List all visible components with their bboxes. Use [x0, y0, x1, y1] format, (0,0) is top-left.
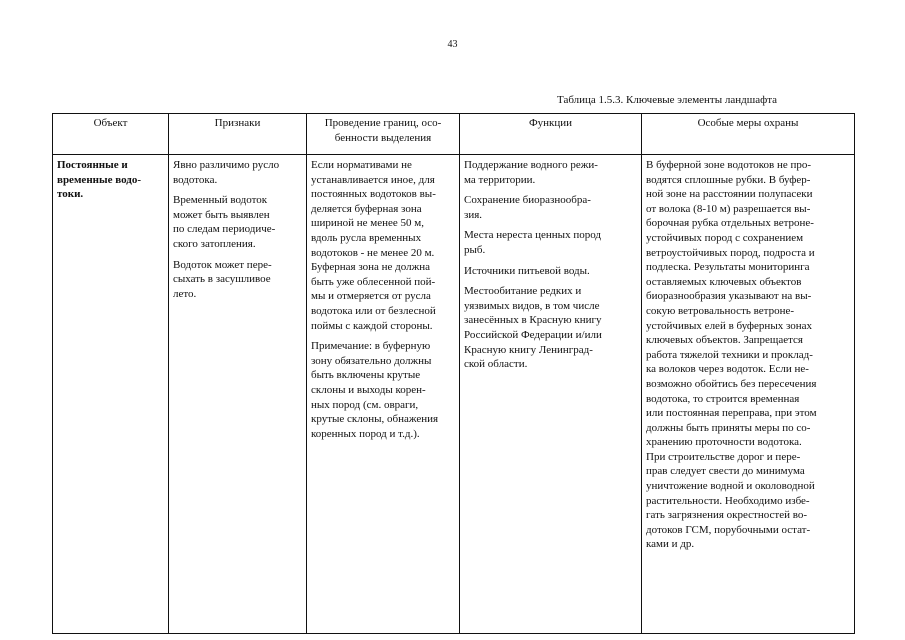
functions-paragraph: Поддержание водного режи- ма территории. — [464, 159, 598, 186]
header-boundaries-text: Проведение границ, осо- бенности выделения — [324, 117, 442, 144]
functions-paragraph: Места нереста ценных пород рыб. — [464, 229, 601, 256]
signs-paragraph: Временный водоток может быть выявлен по следам периодиче- ского затопления. — [173, 194, 276, 250]
cell-object — [53, 155, 169, 634]
cell-functions — [460, 155, 642, 634]
page-number: 43 — [447, 39, 458, 50]
functions-paragraph: Местообитание редких и уязвимых видов, в том числе занесённых в Красную книгу Российской Федерации и/или Красную книгу Ленинград- ской области. — [464, 285, 602, 371]
signs-paragraph: Явно различимо русло водотока. — [173, 159, 280, 186]
table-row — [53, 155, 855, 634]
key-landscape-elements-table — [52, 113, 855, 634]
table-caption: Таблица 1.5.3. Ключевые элементы ландшафта — [557, 94, 778, 106]
functions-paragraph: Сохранение биоразнообра- зия. — [464, 194, 591, 221]
signs-paragraph: Водоток может пере- сыхать в засушливое лето. — [173, 258, 272, 300]
cell-measures — [642, 155, 855, 634]
cell-boundaries — [307, 155, 460, 634]
measures-text: В буферной зоне водотоков не про- водятся сплошные рубки. В буфер- ной зоне на расстоянии полупасеки от волока (8-10 м) разрешается вы- борочная рубка отдельных ветроне- устойчивых пород с сохранением ветроустойчивых пород, подроста и подлеска. Результаты мониторинга оставляемых ключевых объектов биоразнообразия указывают на вы- сокую ветровальность ветроне- устойчивых елей в буферных зонах ключевых объектов. Запрещается работа тяжелой техники и проклад- ка волоков через водоток. Если не- возможно обойтись без пересечения водотока, то строится временная или постоянная переправа, при этом должны быть приняты меры по со- хранению проточности водотока. При строительстве дорог и пере- прав следует свести до минимума уничтожение водной и околоводной растительности. Необходимо избе- гать загрязнения окрестностей во- дотоков ГСМ, порубочными остат- ками и др. — [646, 159, 817, 551]
object-name: Постоянные и временные водо- токи. — [57, 159, 141, 201]
cell-signs — [169, 155, 307, 634]
table-header-row — [53, 114, 855, 155]
header-boundaries — [307, 114, 460, 155]
header-measures: Особые меры охраны — [642, 114, 855, 155]
header-functions: Функции — [460, 114, 642, 155]
header-object: Объект — [53, 114, 169, 155]
header-signs: Признаки — [169, 114, 307, 155]
boundaries-note: Примечание: в буферную зону обязательно должны быть включены крутые склоны и выходы корен- ных пород (см. овраги, крутые склоны, обнажения коренных пород и т.д.). — [311, 340, 439, 440]
boundaries-paragraph: Если нормативами не устанавливается иное, для постоянных водотоков вы- деляется буферная зона шириной не менее 50 м, вдоль русла временных водотоков - не менее 20 м. Буферная зона не должна быть уже облесенной пой- мы и отмеряется от русла водотока или от безлесной поймы с каждой стороны. — [311, 159, 436, 332]
functions-paragraph: Источники питьевой воды. — [464, 264, 590, 277]
